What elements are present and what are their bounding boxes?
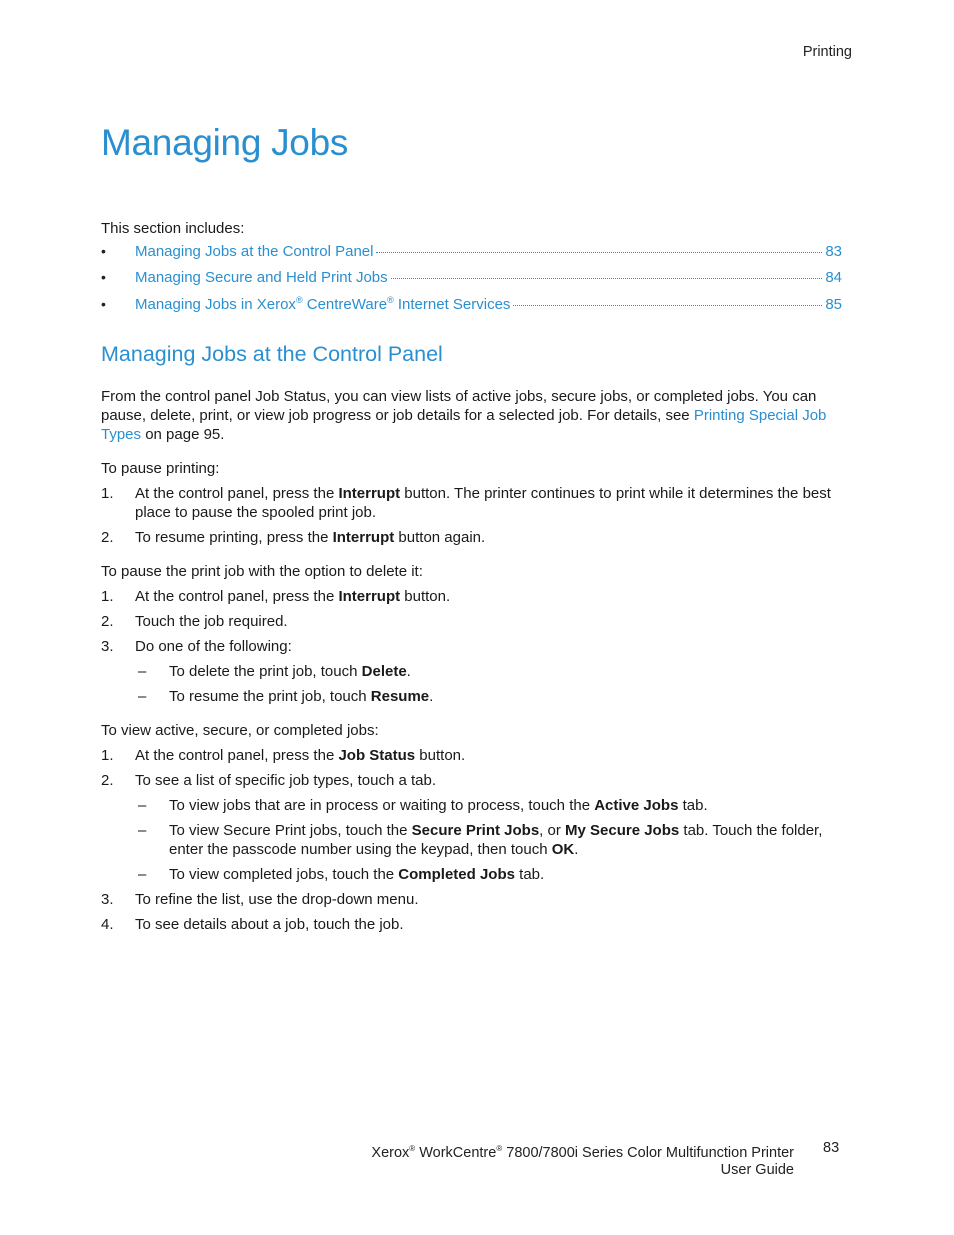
step-item: 4. To see details about a job, touch the job. [101, 916, 404, 933]
sub-step-item: – To view jobs that are in process or waiting to process, touch the Active Jobs tab. [138, 797, 708, 814]
sub-steps [135, 662, 841, 706]
toc-item[interactable] [101, 243, 842, 269]
toc-leader [513, 305, 822, 306]
toc-page[interactable]: 83 [825, 243, 842, 260]
step-item: 2. To see a list of specific job types, touch a tab. – To view jobs that are in process or waiting to process, touch the Active Jobs tab. – To view Secure Print jobs, touch the Secure Print Jobs, or My Secure Jobs tab. Touch the folder, enter the passcode number using the keypad, then touch OK. – To view completed jobs, touch the Completed Jobs tab. [101, 771, 841, 884]
toc-link[interactable]: Managing Jobs at the Control Panel [135, 243, 374, 260]
cross-reference-link[interactable]: Printing Special Job Types [101, 407, 827, 443]
procedure-steps [101, 484, 841, 547]
step-item: 1. At the control panel, press the Interrupt button. The printer continues to print while it determines the best place to pause the spooled print job. [101, 485, 831, 521]
step-item: 1. At the control panel, press the Job Status button. [101, 747, 466, 764]
procedure-steps [101, 746, 841, 934]
sub-step-item: – To resume the print job, touch Resume. [138, 688, 434, 705]
sub-step-item: – To delete the print job, touch Delete. [138, 663, 411, 680]
step-item: 2. To resume printing, press the Interrupt button again. [101, 529, 486, 546]
procedure-lead: To pause the print job with the option to delete it: [101, 563, 423, 580]
footer-product-line: Xerox® WorkCentre® 7800/7800i Series Color Multifunction Printer [371, 1144, 794, 1161]
procedure-steps [101, 587, 841, 706]
step-item: 3. Do one of the following: – To delete the print job, touch Delete. – To resume the print job, touch Resume. [101, 637, 841, 706]
sub-steps [135, 796, 841, 884]
procedure-lead: To view active, secure, or completed jobs: [101, 722, 379, 739]
bullet-icon: • [101, 243, 106, 259]
step-item: 1. At the control panel, press the Interrupt button. [101, 588, 451, 605]
toc-item[interactable] [101, 269, 842, 295]
toc-leader [391, 278, 823, 279]
step-item: 2. Touch the job required. [101, 613, 288, 630]
toc-link[interactable]: Managing Secure and Held Print Jobs [135, 269, 388, 286]
toc-link[interactable]: Managing Jobs in Xerox® CentreWare® Internet Services [135, 295, 511, 313]
page-number: 83 [823, 1140, 840, 1156]
toc-page[interactable]: 84 [825, 269, 842, 286]
bullet-icon: • [101, 269, 106, 285]
sub-step-item: – To view Secure Print jobs, touch the Secure Print Jobs, or My Secure Jobs tab. Touch the folder, enter the passcode number using the keypad, then touch OK. [138, 822, 823, 858]
page-title: Managing Jobs [101, 122, 349, 163]
toc-item[interactable] [101, 295, 842, 321]
footer-guide: User Guide [720, 1161, 794, 1178]
toc-list [101, 243, 842, 321]
sub-step-item: – To view completed jobs, touch the Completed Jobs tab. [138, 866, 545, 883]
toc-page[interactable]: 85 [825, 296, 842, 313]
page-footer [371, 1140, 794, 1179]
procedure-lead: To pause printing: [101, 460, 220, 477]
body-paragraph: From the control panel Job Status, you can view lists of active jobs, secure jobs, or completed jobs. You can pause, delete, print, or view job progress or job details for a selected job. For details, see Printing Special Job Types on page 95. [101, 388, 827, 443]
bullet-icon: • [101, 296, 106, 312]
section-intro: This section includes: [101, 220, 245, 237]
running-header: Printing [802, 44, 852, 60]
section-heading: Managing Jobs at the Control Panel [101, 342, 443, 366]
section-body [101, 387, 841, 949]
toc-leader [376, 252, 822, 253]
step-item: 3. To refine the list, use the drop-down menu. [101, 891, 419, 908]
